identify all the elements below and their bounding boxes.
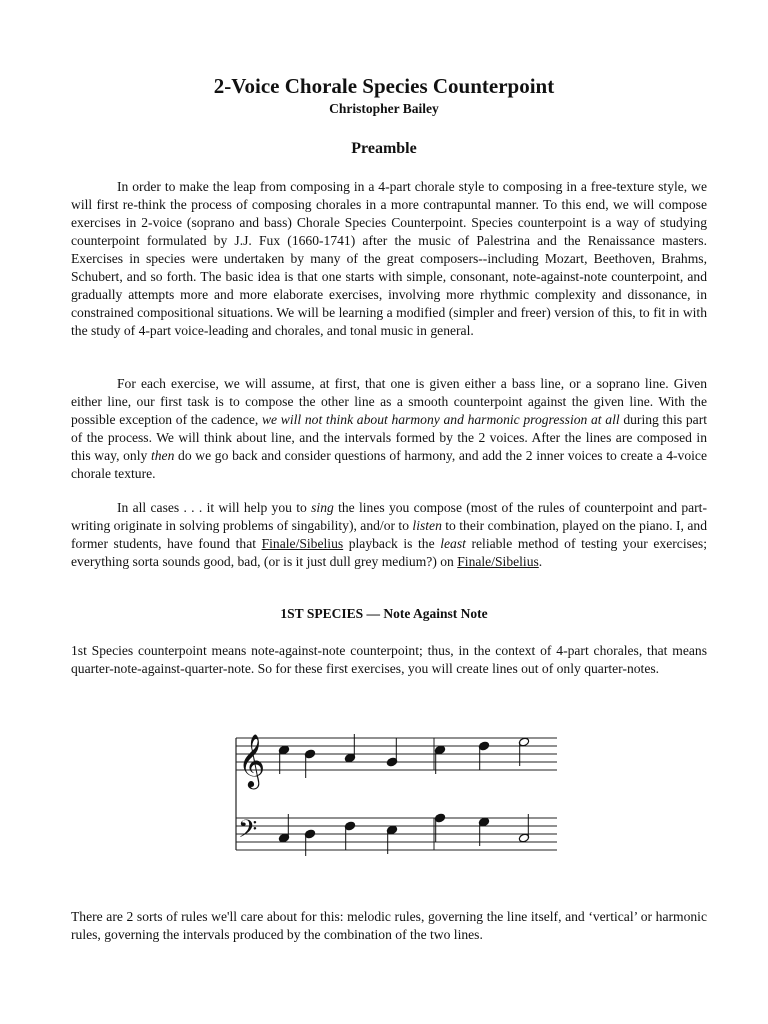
paragraph-first-species: 1st Species counterpoint means note-against-note counterpoint; thus, in the context of 4-part chorales, that means quarter-note-against-quarter-note. So for these first exercises, you will create lines out of only quarter-notes.	[71, 643, 707, 676]
paragraph-rules: There are 2 sorts of rules we'll care about for this: melodic rules, governing the line itself, and ‘vertical’ or harmonic rules, governing the intervals produced by the combination of the two lines.	[71, 909, 707, 942]
text-run: playback is the	[343, 536, 441, 551]
music-example	[232, 726, 562, 856]
underlined-software-name: Finale/Sibelius	[261, 536, 344, 551]
paragraph-intro: In order to make the leap from composing in a 4-part chorale style to composing in a free-texture style, we will first re-think the process of composing chorales in a more contrapuntal manner. To this end, we will compose exercises in 2-voice (soprano and bass) Chorale Species Counterpoint. Species counterpoint is a way of studying counterpoint formulated by J.J. Fux (1660-1741) after the music of Palestrina and the Renaissance masters. Exercises in species were undertaken by many of the great composers--including Mozart, Beethoven, Brahms, Schubert, and so forth. The basic idea is that one starts with simple, consonant, note-against-note counterpoint, and gradually attempts more and more elaborate exercises, involving more rhythmic complexity and dissonance, in constrained compositional situations. We will be learning a modified (simpler and freer) version of this, to fit in with the study of 4-part voice-leading and chorales, and tonal music in general.	[71, 179, 707, 338]
emphasis-text: we will not think about harmony and harmonic progression at all	[261, 412, 620, 427]
document-title: 2-Voice Chorale Species Counterpoint	[213, 74, 555, 98]
note	[304, 749, 315, 778]
preamble-heading: Preamble	[351, 140, 417, 157]
text-run: reliable method of testing your exercises; everything sorta sounds good, bad, (or is it just dull grey medium?) on	[71, 536, 707, 569]
text-run: the lines you compose (most of the rules of counterpoint and part-writing originate in solving problems of singability), and/or to	[71, 500, 707, 533]
bass-clef-icon: 𝄢	[238, 815, 258, 850]
emphasis-text: sing	[311, 500, 334, 515]
species-heading: 1ST SPECIES — Note Against Note	[280, 606, 488, 621]
text-run: For each exercise, we will assume, at first, that one is given either a bass line, or a soprano line. Given either line, our first task is to compose the other line as a smooth counterpoint against the given line. With the possible exception of the cadence,	[71, 376, 707, 427]
text-run: to their combination, played on the piano. I, and former students, have found that	[71, 518, 707, 551]
note	[434, 813, 445, 842]
text-run: during this part of the process. We will think about line, and the intervals formed by the 2 voices. After the lines are composed in this way, only	[71, 412, 707, 463]
paragraph-sing	[71, 499, 707, 571]
note	[478, 741, 489, 770]
underlined-software-name: Finale/Sibelius	[457, 554, 539, 569]
emphasis-text: then	[150, 448, 175, 463]
text-run: do we go back and consider questions of harmony, and add the 2 inner voices to create a 4-voice chorale texture.	[71, 448, 707, 481]
emphasis-text: listen	[412, 518, 442, 533]
note	[344, 821, 355, 850]
author-name: Christopher Bailey	[329, 101, 439, 116]
notes-layer	[278, 734, 529, 856]
text-run: .	[538, 554, 543, 569]
treble-clef-icon: 𝄞	[238, 733, 266, 787]
note	[304, 829, 315, 856]
emphasis-text: least	[440, 536, 466, 551]
paragraph-exercise	[71, 375, 707, 483]
note	[386, 738, 397, 767]
text-run: In all cases . . . it will help you to	[117, 500, 312, 515]
